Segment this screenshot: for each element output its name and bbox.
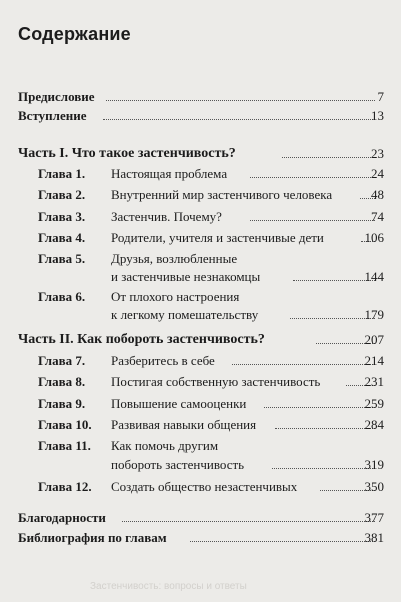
entry-page: 214: [364, 353, 384, 368]
chapter-title: Застенчив. Почему?: [111, 209, 222, 224]
chapter-title: Развивая навыки общения: [111, 417, 257, 432]
toc-entry-chapter-6-cont[interactable]: [0, 307, 401, 327]
page-title: Содержание: [18, 24, 131, 44]
toc-entry-chapter-5[interactable]: [0, 251, 401, 271]
dot-leader: [232, 364, 375, 365]
entry-label: Часть I. Что такое застенчивость?: [18, 146, 236, 161]
toc-entry-thanks[interactable]: [0, 510, 401, 530]
toc-entry-chapter-10[interactable]: [0, 417, 401, 437]
chapter-number: Глава 8.: [38, 374, 86, 389]
chapter-title: Создать общество незастенчивых: [111, 479, 298, 494]
entry-page: 74: [371, 209, 384, 224]
chapter-title: Друзья, возлюбленные: [111, 251, 238, 266]
chapter-title-line-2: и застенчивые незнакомцы: [111, 269, 261, 284]
entry-page: 381: [364, 530, 384, 545]
chapter-title: Настоящая проблема: [111, 166, 228, 181]
entry-page: 13: [371, 108, 384, 123]
entry-page: 48: [371, 187, 384, 202]
entry-label: Часть II. Как побороть застенчивость?: [18, 332, 265, 347]
chapter-title: Внутренний мир застенчивого человека: [111, 187, 333, 202]
chapter-title: Постигая собственную застенчивость: [111, 374, 321, 389]
chapter-number: Глава 10.: [38, 417, 92, 432]
entry-page: 259: [364, 396, 384, 411]
chapter-title: Разберитесь в себе: [111, 353, 215, 368]
toc-entry-chapter-6[interactable]: [0, 289, 401, 309]
chapter-number: Глава 2.: [38, 187, 86, 202]
entry-page: 284: [364, 417, 384, 432]
chapter-title-line-2: побороть застенчивость: [111, 457, 245, 472]
toc-entry-chapter-2[interactable]: [0, 187, 401, 207]
toc-entry-chapter-8[interactable]: [0, 374, 401, 394]
toc-entry-chapter-7[interactable]: [0, 353, 401, 373]
chapter-number: Глава 6.: [38, 289, 86, 304]
entry-page: 23: [371, 146, 384, 161]
chapter-number: Глава 3.: [38, 209, 86, 224]
toc-entry-part-1[interactable]: [0, 146, 401, 166]
toc-entry-intro[interactable]: [0, 108, 401, 128]
entry-label: Благодарности: [18, 510, 106, 525]
dot-leader: [190, 541, 375, 542]
chapter-number: Глава 11.: [38, 438, 91, 453]
entry-page: 7: [377, 89, 384, 104]
entry-page: 377: [364, 510, 384, 525]
toc-entry-preface[interactable]: [0, 89, 401, 109]
chapter-title: Родители, учителя и застенчивые дети: [111, 230, 324, 245]
toc-entry-chapter-4[interactable]: [0, 230, 401, 250]
entry-page: 350: [364, 479, 384, 494]
entry-page: 106: [364, 230, 384, 245]
toc-entry-chapter-11[interactable]: [0, 438, 401, 458]
entry-page: 319: [364, 457, 384, 472]
entry-page: 179: [364, 307, 384, 322]
entry-page: 144: [364, 269, 384, 284]
chapter-title-line-2: к легкому помешательству: [111, 307, 259, 322]
chapter-number: Глава 5.: [38, 251, 86, 266]
chapter-number: Глава 12.: [38, 479, 92, 494]
chapter-number: Глава 1.: [38, 166, 86, 181]
entry-page: 231: [364, 374, 384, 389]
chapter-number: Глава 4.: [38, 230, 86, 245]
chapter-number: Глава 9.: [38, 396, 86, 411]
bleed-through-text: Застенчивость: вопросы и ответы: [90, 581, 247, 592]
toc-entry-chapter-5-cont[interactable]: [0, 269, 401, 289]
chapter-title: Как помочь другим: [111, 438, 219, 453]
entry-label: Вступление: [18, 108, 87, 123]
entry-page: 207: [364, 332, 384, 347]
toc-entry-part-2[interactable]: [0, 332, 401, 352]
toc-entry-chapter-9[interactable]: [0, 396, 401, 416]
entry-label: Библиография по главам: [18, 530, 167, 545]
entry-label: Предисловие: [18, 89, 95, 104]
toc-entry-chapter-3[interactable]: [0, 209, 401, 229]
chapter-title: От плохого настроения: [111, 289, 240, 304]
chapter-number: Глава 7.: [38, 353, 86, 368]
dot-leader: [103, 119, 375, 120]
toc-entry-chapter-11-cont[interactable]: [0, 457, 401, 477]
entry-page: 24: [371, 166, 384, 181]
toc-entry-bibliography[interactable]: [0, 530, 401, 550]
dot-leader: [122, 521, 375, 522]
dot-leader: [106, 100, 375, 101]
toc-entry-chapter-1[interactable]: [0, 166, 401, 186]
toc-entry-chapter-12[interactable]: [0, 479, 401, 499]
chapter-title: Повышение самооценки: [111, 396, 247, 411]
